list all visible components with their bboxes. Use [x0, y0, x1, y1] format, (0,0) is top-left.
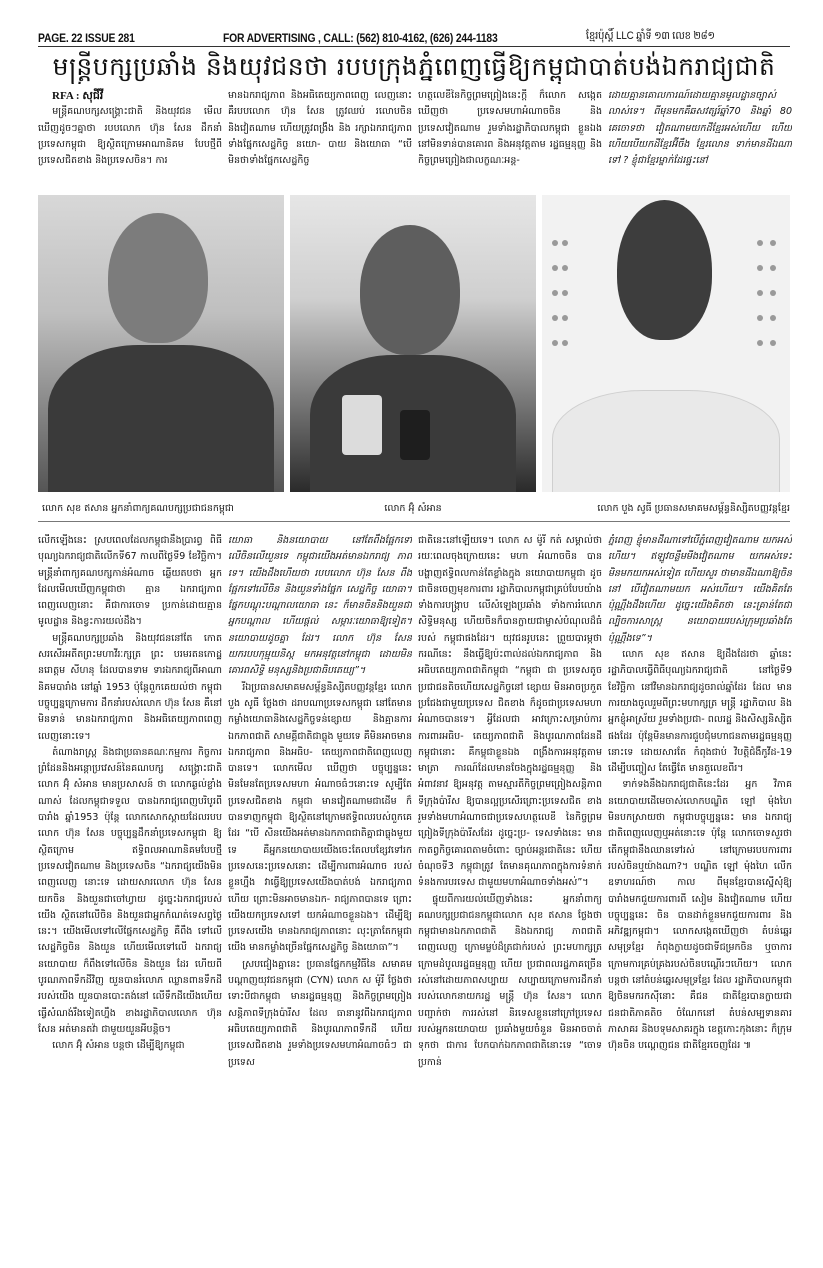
- recorder-icon: [400, 410, 430, 460]
- caption-bun-sothy: លោក បួង សូធី ប្រធានសមាគមសម្ព័ន្ធនិស្សិតបញ្ញវន្តខ្មែរ: [597, 503, 790, 514]
- masthead: ខ្មែរប៉ុស្តិ៍ LLC ឆ្នាំទី ១៣ លេខ ២៨១: [585, 30, 715, 42]
- paragraph: ទាក់ទងនឹងឯករាជ្យជាតិនេះដែរ អ្នក វិភាគនយោបាយដេីមេចាស់លោកបណ្ឌិត ឡៅ ម៉ុងហៃ មិនបកស្រាយថា កម្ពុជាបច្ចុប្បន្ននេះ មាន ឯករាជ្យជាតិពេញលេញឬអត់នោះទេ ប៉ុន្តែ លោកចោទសួរថា តើកម្ពុជានឹងឈានទៅរស់ នៅក្រោមរបបការពាររបស់ចិនឬយ៉ាងណា?។ បណ្ឌិត ឡៅ ម៉ុងហៃ លើកឧទាហរណ៍ថា កាល ពីមុនខ្មែរបានស្នើសុំឱ្យបារាំងមកជួយការពារពី សៀម និងវៀតណាម ហើយបច្ចុប្បន្ននេះ ចិន បានដាក់ខ្លួនមកជួយការពារ និងអភិវឌ្ឍកម្ពុជា។ លោកសង្កេតឃើញថា តំបន់ឆ្នេរសមុទ្រខ្មែរ កំពុងក្លាយដូចជាទីជម្រកចិន ឬចាការ ក្រោមការគ្រប់គ្រងរបស់ចិនបណ្តើរៗហើយ។ លោកបន្តថា នៅតំបន់ឆ្នេរសមុទ្រខ្មែរ ដែល រដ្ឋាភិបាលកម្ពុជា ឱ្យចិនមករកស៊ីនោះ គឺជន ជាតិខ្មែរបានក្លាយជាជនជាតិភាគតិច ចំណែកនៅ តំបន់សម្បទានគារភាសាគរ និងបទុមសាគរក្នុង ខេត្តកោះកុងនោះ ក៏ក្រុមហ៊ុនចិន បណ្តេញជន ជាតិខ្មែរចេញដែរ ៕: [608, 779, 792, 1052]
- microphone-icon: [342, 395, 382, 455]
- paragraph: រីឯប្រធានសមាគមសម្ព័ន្ធនិស្សិតបញ្ញវន្តខ្មែរ លោក បួង សូធី ថ្លែងថា ដរាបណាប្រទេសកម្ពុជា នៅតែមានកម្លាំងយោធានិងសេដ្ឋកិច្ចទន់ខ្សោយ និងគ្មានការឯកភាពជាតិ សាមគ្គីជាតិជាធ្លុង មួយទេ គឺមិនអាចមានឯករាជ្យភាព និងអធិប- តេយ្យភាពជាតិពេញលេញបានទេ។ លោកមើល ឃើញថា បច្ចុប្បន្ននេះមិនមែនតែប្រទេសមហា អំណាចធំៗនោះទេ សូម្បីតែប្រទេសជិតខាង កម្ពុជា មានវៀតណាមជាដើម ក៏បានទាញកម្ពុជា ឱ្យស្ថិតនៅក្រោមឥទ្ធិពលរបស់ពួកគេដែរ “បើ សិនយើងអត់មានឯកភាពជាតិគ្នាជាធ្លុងមួយទេ គឺអ្នកនយោបាយយើងចេះតែលបខ្សែវទៅរក ប្រទេសនេះប្រទេសនោះ ដើម្បីការពារអំណាច របស់ខ្លួនហ្នឹង វាធ្វើឱ្យប្រទេសយើងបាត់បង់ ឯករាជ្យភាពហើយ ព្រោះមិនអាចមានឯក- រាជ្យភាពបានទេ ព្រោះយើងយកប្រទេសទៅ យកអំណាចខ្លួនឯង។ ដើម្បីឱ្យប្រទេសយើង មានឯករាជ្យភាពនោះ លុះត្រាតែកម្ពុជាយើង មានកម្លាំងច្រើនផ្នែកសេដ្ឋកិច្ច និងយោធា”។: [228, 681, 412, 954]
- paragraph: យោធា និងនយោបាយ នៅតែពឹងផ្អែកទៅ លើចិនលើយួនទេ កម្ពុជាយើងអត់មានឯករាជ្យ ភាពទេ។ យើងដឹងហើយថា របបលោក ហ៊ុន សែន ពឹងផ្អែកទៅលើចិន និងយួនទាំងផ្នែក សេដ្ឋកិច្ច យោធា។ ផ្នែកបណ្តុះបណ្តាលយោធា នេះ ក៏មានចិននិងយួនជាអ្នកបណ្តាល ហើយផ្តល់ សម្ភារៈយោធាឱ្យទៀត។ នយោបាយដូចគ្នា ដែរ។ លោក ហ៊ុន សែន យករបបកុម្មុយនិស្ត មកអនុវត្តនៅកម្ពុជា ដោយមិនគោរពសិទ្ធិ មនុស្សនិងប្រជាធិបតេយ្យ”។: [228, 535, 412, 677]
- paragraph: មានឯករាជ្យភាព និងអធិតេយ្យភាពពេញ លេញនោះ គឺរបបលោក ហ៊ុន សែន ត្រូវឈប់ រលោបចិន និងវៀតណាម ហើយត្រូវពង្រឹង និង រក្សាឯករាជ្យភាពទាំងផ្នែកសេដ្ឋកិច្ច នយោ- បាយ និងយោធា “បើមិនថាទាំងផ្នែកសេដ្ឋកិច្ច: [228, 90, 412, 167]
- paragraph: ហត្ថលេខីនៃកិច្ចព្រមព្រៀងនេះក្តី ក៏លោក សង្កេតឃើញថា ប្រទេសមហាអំណាចចិន និង ប្រទេសវៀតណាម រួមទាំងរដ្ឋាភិបាលកម្ពុជា ខ្លួនឯង នៅមិនទាន់បានគោរព និងអនុវត្តតាម រដ្ឋធម្មនុញ្ញ និងកិច្ចព្រមព្រៀងជាលក្ខណៈអន្ត-: [418, 90, 602, 167]
- paragraph: មន្ត្រីគណបក្សប្រឆាំង និងយុវជននៅតែ កោតសរសើរអតីតព្រះមហាវីរៈក្សត្រ ព្រះ បរមរតនកោដ្ឋ នរោត្តម សីហនុ ដែលបានទាម ទារឯករាជ្យពីអាណានិគមបារាំង នៅឆ្នាំ 1953 ប៉ុន្តែពួកគេយល់ថា កម្ពុជាបច្ចុប្បន្នក្រោមការ ដឹកនាំរបស់លោក ហ៊ុន សែន គឺនៅមិនទាន់ មានឯករាជ្យភាព និងអធិតេយ្យភាពពេញ លេញនោះទេ។: [38, 632, 222, 742]
- paragraph: ភ្នំពេញ ខ្ញុំមានដីណាទៅបើភ្នំពេញវៀតណាម យកអស់ហើយ។ ឥឡូវចន្លឹមមីងវៀតណាម យកអស់ទេះ មិនមកយកអស់ទៀត ហើយសួរ ថាមានដីឯណាឱ្យចិននៅ បើវៀតណាមយក អស់ហើយ។ យើងគិតតែប៉ុណ្ណឹងដឹងហើយ ដូច្នេះយើងគិតថា នេះគ្រាន់តែជាល្បិចការសាស្ត្រ នយោបាយរបស់ក្រុមប្រឆាំងតែប៉ុណ្ណឹងទេ”។: [608, 535, 792, 644]
- paragraph: ជាតិនេះនៅឡើយទេ។ លោក ស ម៉ូរី កត់ សម្គាល់ថា រយៈពេលចុងក្រោយនេះ មហា អំណាចចិន បានបង្ហាញឥទ្ធិពលកាន់តែខ្លាំងក្នុង នយោបាយកម្ពុជា ដូចជាចិនចេញមុខការពារ រដ្ឋាភិបាលកម្ពុជាគ្រប់បែបយ៉ាង ទាំងការបង្ក្រាប លើសំឡេងប្រឆាំង ទាំងការរំលោភសិទ្ធិមនុស្ស ហើយចិនក៏បានក្លាយជាម្ចាស់បំណុលដ៏ធំរបស់ កម្ពុជាផងដែរ។ យុវជនរូបនេះ ព្រួយបារម្ភថា ករណីនេះ នឹងធ្វើឱ្យប៉ះពាល់ដល់ឯករាជ្យភាព និងអធិបតេយ្យភាពជាតិកម្ពុជា “កម្ពុជា ជា ប្រទេសតូចប្រជាជនតិចហើយសេដ្ឋកិច្ចនៅ ខ្សោយ មិនអាចប្រកួតប្រជែងជាមួយប្រទេស ជិតខាង ក៏ដូចជាប្រទេសមហាអំណាចបានទេ។ អ្វីដែលជា អាវក្រោះសម្រាប់ការការពារអធិប- តេយ្យភាពជាតិ និងបូរណភាពដែនដីកម្ពុជានោះ គឺកម្ពុជាខ្លួនឯង ពង្រឹងការអនុវត្តតាមមាត្រា ការណ៍ដែលមានចែងក្នុងរដ្ឋធម្មនុញ្ញ និងអំពាវនាវ ឱ្យអនុវត្ត តាមស្មារតីកិច្ចព្រមព្រៀងសន្តិភាព ទីក្រុងប៉ារីស ឱ្យបានល្អប្រសើរព្រោះប្រទេសជិត ខាងរួមទាំងមហាអំណាចជាប្រទេសហត្ថលេខី នៃកិច្ចព្រមព្រៀងទីក្រុងប៉ារីសដែរ ដូច្នេះប្រ- ទេសទាំងនេះ មានកាតព្វកិច្ចគោរពតាមចំពោះ ច្បាប់អន្តរជាតិនេះ ហើយចំណុចទី3 កម្ពុជាត្រូវ តែមានគុណភាពក្នុងការទំនាក់ទំនងការបរទេស ជាមួយមហាអំណាចទាំងអស់”។: [418, 535, 602, 889]
- intro-columns: [38, 88, 790, 188]
- figure-head: [108, 213, 208, 343]
- page-header: [38, 27, 715, 45]
- paragraph: តំណាងរាស្ត្រ និងជាប្រធានគណៈកម្មការ កិច្ចការព្រំដែននិងអន្តោប្រវេសន៍នៃគណបក្ស សង្គ្រោះជាតិលោក អ៊ុំ សំអាន មានប្រសាសន៍ ថា លោកឆ្ងល់ខ្លាំងណាស់ ដែលកម្ពុជាទទួល បានឯករាជ្យពេញបរិបូរពីបារាំង ឆ្នាំ1953 ប៉ុន្តែ លោកសោកស្តាយដែលរបបលោក ហ៊ុន សែន បច្ចុប្បន្នដឹកនាំប្រទេសកម្ពុជា ឱ្យស្ថិតក្រោម ឥទ្ធិពលអាណានិគមបែបថ្មីប្រទេសវៀតណាម និងប្រទេសចិន “ឯករាជ្យយើងមិនពេញលេញ នោះទេ ដោយសារលោក ហ៊ុន សែន យកចិន និងយួនជាចៅហ្វាយ ដូច្នេះឯករាជ្យរបស់យើង ស្ថិតនៅលើចិន និងយួនជាអ្នកកំណត់ទេសព្វថ្ងៃ នេះ។ យើងមើលទៅលើផ្នែកសេដ្ឋកិច្ច គឺពឹង ទៅលើសេដ្ឋកិច្ចចិន និងយួន ហើយមើលទៅលើ ឯករាជ្យនយោបាយ ក៏ពឹងទៅលើចិន និងយួន ដែរ ហើយពីបូរណភាពទឹកដីវិញ យួនបានរំលោភ ឈ្លានពានទឹកដីរបស់យើង យួនបានបោះតង់នៅ លើទឹកដីយើងហើយធ្វើសំណង់រឹងទៀតហ្នឹង ខាងរដ្ឋាភិបាលលោក ហ៊ុន សែន អត់មានតវ៉ា ជាមួយយួនអីបន្តិច។: [38, 746, 222, 1035]
- photo-captions: [38, 497, 790, 521]
- page-issue-label: PAGE. 22 ISSUE 281: [38, 33, 135, 45]
- paragraph: លើកឡើងនេះ ស្របពេលដែលកម្ពុជានឹងប្រារព្ធ ពិធីបុណ្យឯករាជ្យជាតិលើកទី67 កាលពីថ្ងៃទី9 ខែវិច្ឆិកា។ មន្ត្រីនាំពាក្យគណបក្សកាន់អំណាច ឆ្លើយតបថា អ្នកដែលមើលឃើញកម្ពុជាថា គ្មាន ឯករាជ្យភាពពេញលេញនោះ គឺជាការចោទ ប្រកាន់ដោយគ្មានមូលដ្ឋាន និងខ្វះការយល់ដឹង។: [38, 535, 222, 628]
- advertising-contact: FOR ADVERTISING , CALL: (562) 810-4162, (626) 244-1183: [222, 33, 498, 45]
- paragraph: ស្របជៀងគ្នានេះ ប្រធានផ្នែកកម្មវិធីនៃ សមាគមបណ្តាញយុវជនកម្ពុជា (CYN) លោក ស ម៉ូរី ថ្លែងថា ទោះបីជាកម្ពុជា មានរដ្ឋធម្មនុញ្ញ និងកិច្ចព្រមព្រៀងសន្តិភាពទីក្រុងប៉ារីស ដែល ធានានូវពីឯករាជ្យភាព អធិបតេយ្យភាពជាតិ និងបូរណភាពទឹកដី ហើយប្រទេសជិតខាង រួមទាំងប្រទេសមហាអំណាចធំៗ ជាប្រទេស: [228, 958, 412, 1068]
- paragraph: លោក សុខ ឥសាន ឱ្យដឹងដែរថា ឆ្នាំនេះ រដ្ឋាភិបាលធ្វើពិធីបុណ្យឯករាជ្យជាតិ នៅថ្ងៃទី9 ខែវិច្ឆិកា នៅវិមានឯករាជ្យដូចរាល់ឆ្នាំដែរ ដែល មានការយាងចូលរួមពីព្រះមហាក្សត្រ មន្ត្រី រដ្ឋាភិបាល និងអ្នកខ្ញុំអាស្រ័យ រួមទាំងប្រជា- ពលរដ្ឋ និងសិស្សនិស្សិតផងដែរ ប៉ុន្តែមិនមានការជួបជុំមហាជនតាមរដ្ឋធម្មនុញ្ញ នោះទេ ដោយសារតែ កំពុងជាប់ វិបត្តិជំងឺកូវីដ-19 ដើម្បីបញ្ចៀស តែធ្វើតែ មានតួលេខពីរ។: [608, 649, 792, 775]
- figure-head: [360, 225, 460, 355]
- header-rule: [38, 46, 790, 47]
- article-headline: មន្ត្រីបក្សប្រឆាំង និងយុវជនថា របបក្រុងភ្នំពេញធ្វើឱ្យកម្ពុជាបាត់បង់ឯករាជ្យជាតិ: [52, 52, 776, 81]
- intro-column-2: [228, 88, 412, 188]
- paragraph: ដោយគ្មានគោលការណ៍ដោយគ្មានមូលដ្ឋានច្បាស់ លាស់ទេ។ ពីមុនមកគឺឆសវត្សរ៍ឆ្នាំ70 និងឆ្នាំ 80 គេចោទថា វៀតណាមយកដីខ្មែរអស់ហើយ ហើយ ហើយបើយកដីខ្មែរអ៊ីចឹង ខ្មែរលោន ទាក់មានដីឯណាទៅ ? ខ្ញុំជាខ្មែរម្នាក់ដែរផ្ទះនៅ: [608, 90, 792, 167]
- body-columns: [38, 533, 790, 1093]
- photo-um-sam-an: [290, 195, 536, 492]
- intro-column-1: [38, 88, 222, 188]
- caption-sok-eysan: លោក សុខ ឥសាន អ្នកនាំពាក្យគណបក្សប្រជាជនកម្ពុជា: [42, 503, 234, 514]
- caption-rule: [38, 521, 790, 522]
- body-column-4: [608, 533, 792, 1093]
- body-column-3: [418, 533, 602, 1093]
- byline: RFA : សុជីវី: [52, 90, 104, 102]
- paragraph: ផ្ទុយពីការយល់ឃើញទាំងនេះ អ្នកនាំពាក្យ គណបក្សប្រជាជនកម្ពុជាលោក សុខ ឥសាន ថ្លែងថា កម្ពុជាមានឯកភាពជាតិ និងឯករាជ្យ ភាពជាតិពេញលេញ ក្រោមម្លប់ដ៏ត្រជាក់របស់ ព្រះមហាក្សត្រ ក្រោមដំបូលរដ្ឋធម្មនុញ្ញ ហើយ ប្រជាពលរដ្ឋភាគច្រើនរស់នៅដោយភាពសប្បាយ សប្បាយក្រោមការដឹកនាំរបស់លោកនាយករដ្ឋ មន្ត្រី ហ៊ុន សែន។ លោកបញ្ជាក់ថា ការរស់នៅ និរទេសខ្លួននៅក្រៅប្រទេសរបស់អ្នកនយោបាយ ប្រឆាំងមួយចំនួន មិនអាចចាត់ទុកថា ជាការ បែកបាក់ឯកភាពជាតិនោះទេ “ចោទប្រកាន់: [418, 893, 602, 1068]
- intro-column-4: [608, 88, 792, 188]
- body-column-2: [228, 533, 412, 1093]
- caption-um-sam-an: លោក អ៊ុំ សំអាន: [384, 503, 442, 514]
- photo-sok-eysan: [38, 195, 284, 492]
- intro-column-3: [418, 88, 602, 188]
- figure-body: [48, 345, 274, 492]
- figure-body: [552, 390, 780, 492]
- paragraph: លោក អ៊ុំ សំអាន បន្តថា ដើម្បីឱ្យកម្ពុជា: [52, 1040, 185, 1052]
- figure-head: [617, 200, 712, 340]
- photo-bun-sothy: [542, 195, 790, 492]
- paragraph: មន្ត្រីគណបក្សសង្គ្រោះជាតិ និងយុវជន មើលឃើញដូចៗគ្នាថា របបលោក ហ៊ុន សែន ដឹកនាំប្រទេសកម្ពុជា ឱ្យស្ថិតក្រោមអាណានិគម បែបថ្មីពីប្រទេសជិតខាង និងប្រទេសចិន។ ការ: [38, 106, 222, 167]
- photo-row: [38, 195, 790, 492]
- body-column-1: [38, 533, 222, 1093]
